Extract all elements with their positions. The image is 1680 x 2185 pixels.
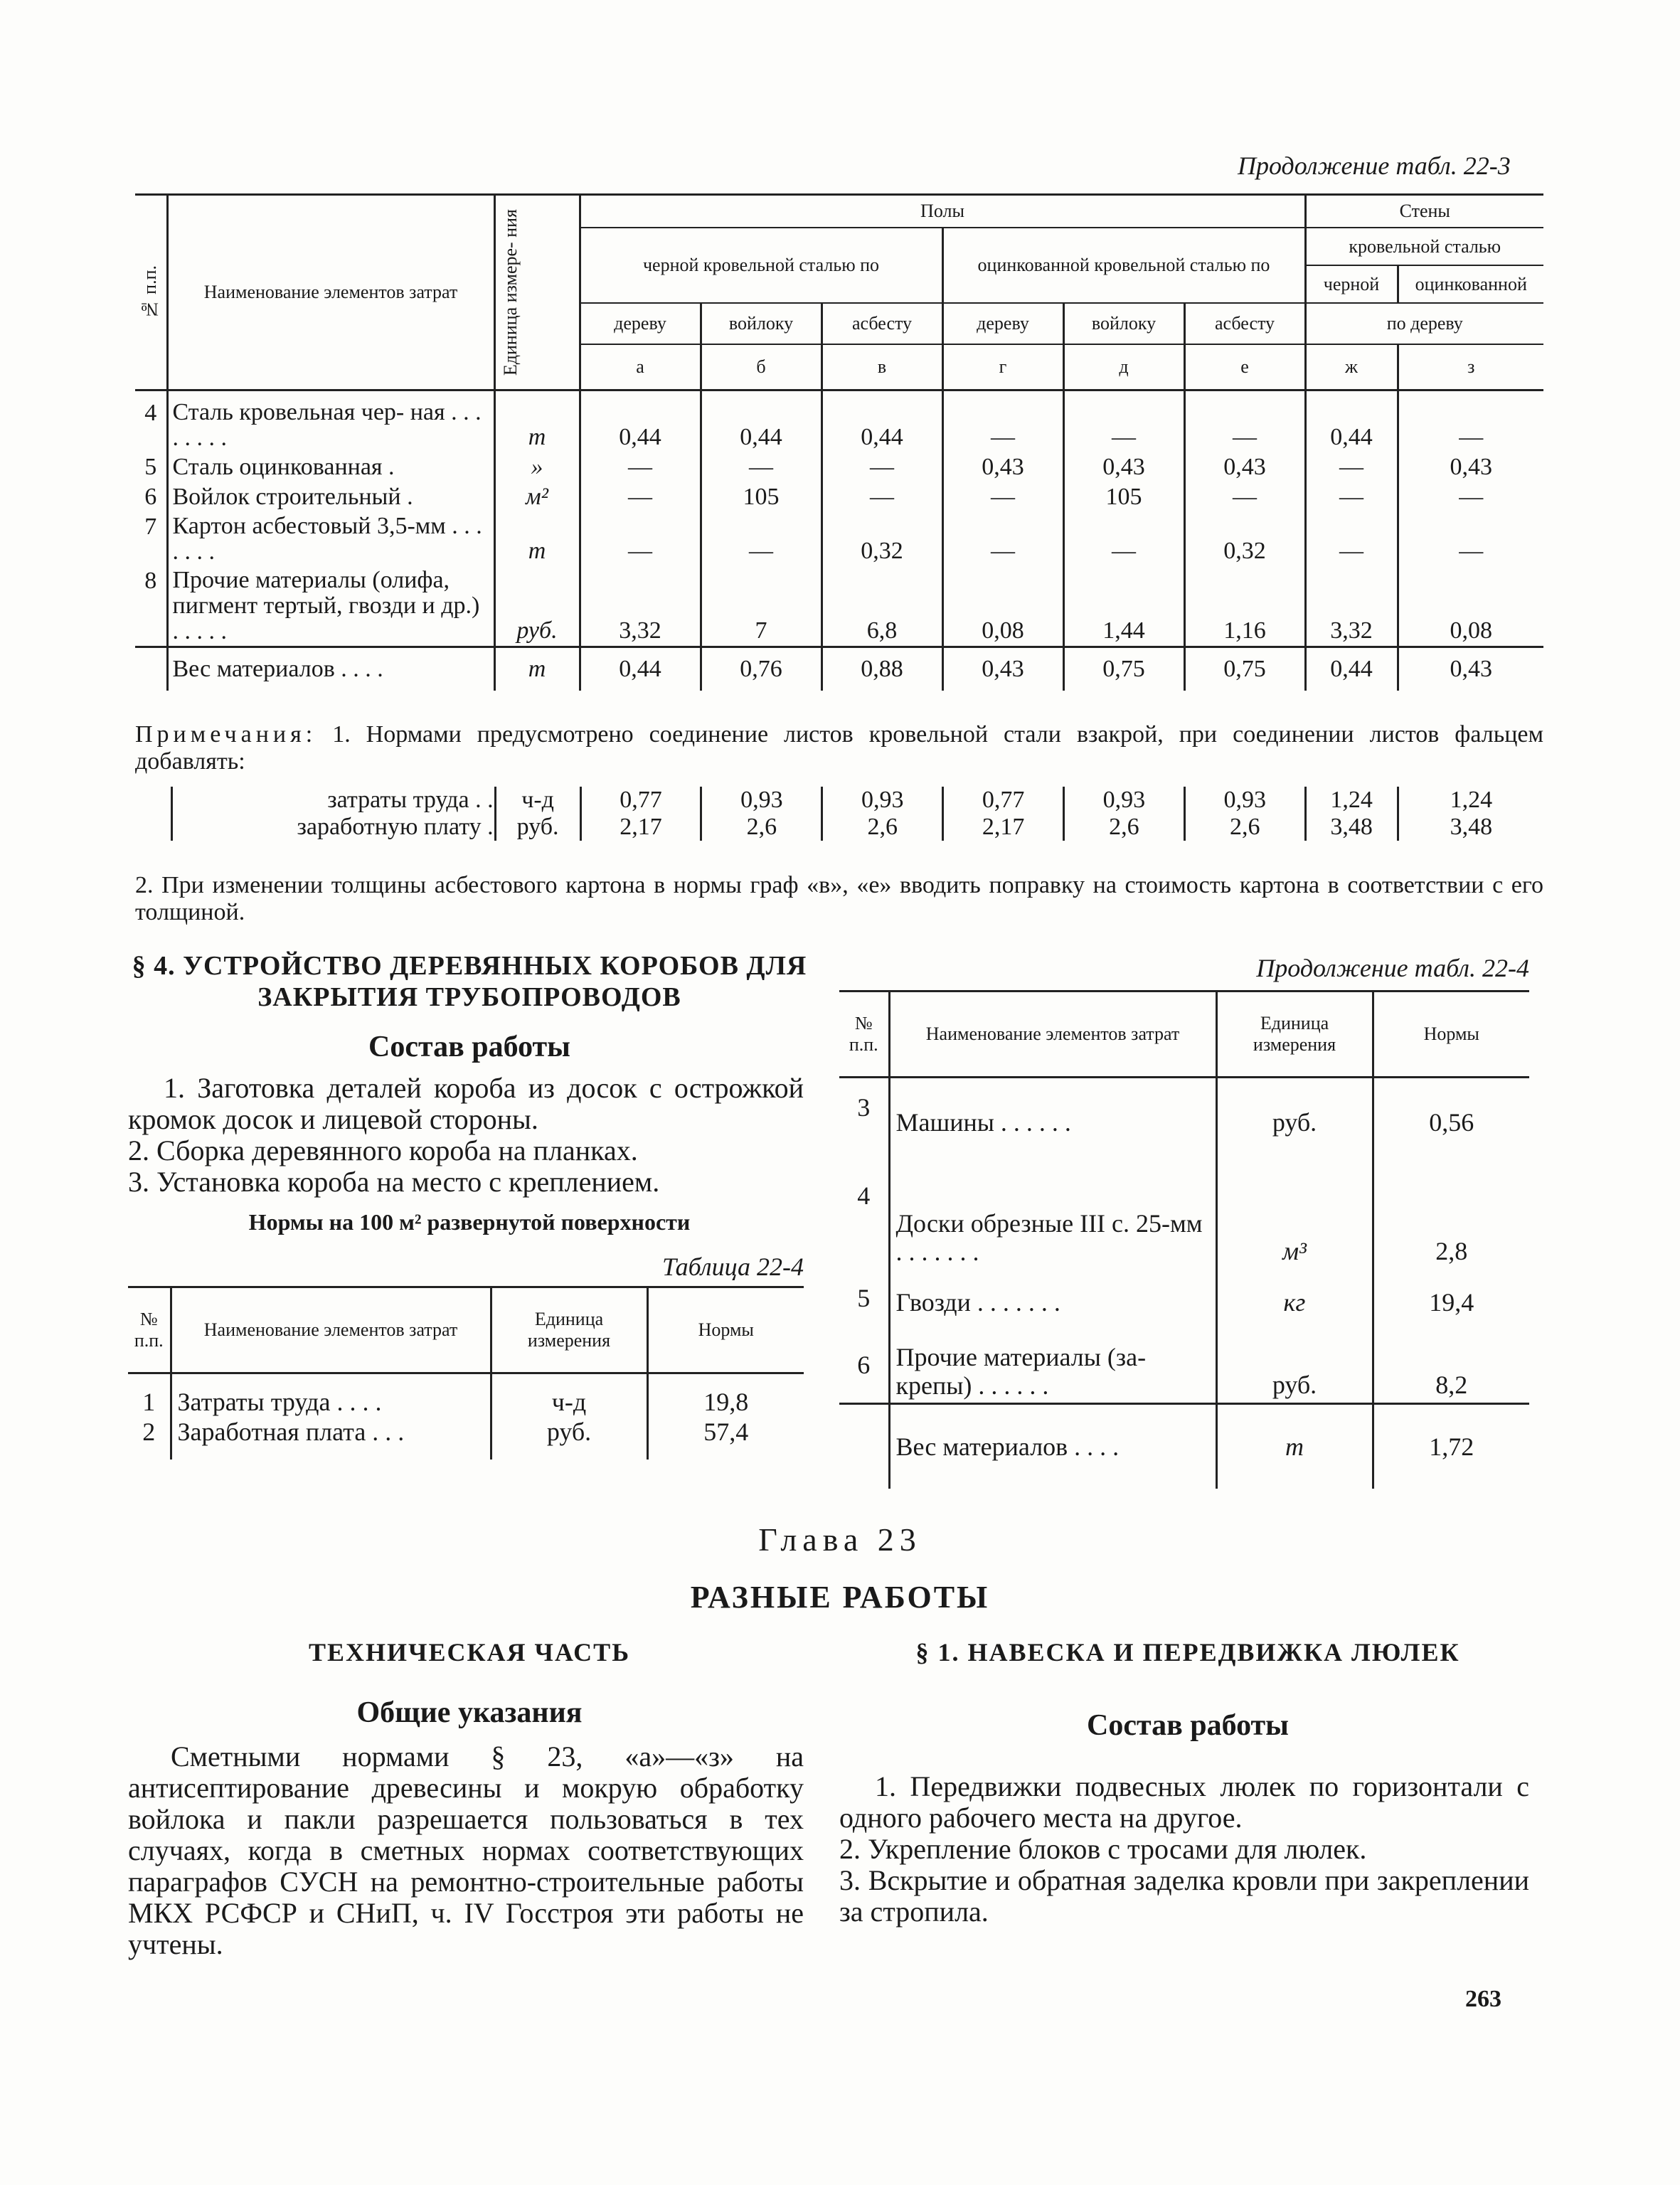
row-value: 0,43 <box>1398 647 1543 691</box>
row-name: Вес материалов . . . . <box>889 1404 1216 1489</box>
table-22-4 <box>128 1286 804 1460</box>
table-row <box>135 390 1543 453</box>
galv-steel-header: оцинкованной кровельной сталью по <box>942 228 1305 303</box>
col-name-header: Наименование элементов затрат <box>889 992 1216 1078</box>
row-value: 1,24 <box>1398 787 1543 814</box>
weight-row <box>839 1404 1529 1489</box>
row-unit: т <box>494 390 580 453</box>
row-number <box>135 647 167 691</box>
letter-header: з <box>1398 344 1543 390</box>
row-norm: 1,72 <box>1373 1404 1529 1489</box>
row-unit: т <box>1216 1404 1373 1489</box>
galvanized-header: оцинкованной <box>1398 265 1543 303</box>
row-unit: руб. <box>494 566 580 647</box>
row-value: — <box>822 482 942 512</box>
row-norm: 57,4 <box>647 1417 804 1460</box>
table-row <box>839 1336 1529 1404</box>
row-value: — <box>1398 512 1543 566</box>
table-row <box>135 512 1543 566</box>
section1-item: 3. Вскрытие и обратная заделка кровли при закреплении за стропила. <box>839 1864 1529 1928</box>
table-22-4-cont <box>839 990 1529 1489</box>
letter-header: д <box>1063 344 1184 390</box>
row-value: 1,16 <box>1184 566 1305 647</box>
row-value: — <box>1305 512 1398 566</box>
row-name: Картон асбестовый 3,5-мм . . . . . . . <box>167 512 494 566</box>
row-value: 3,32 <box>1305 566 1398 647</box>
row-value: 0,93 <box>1184 787 1305 814</box>
row-unit: т <box>494 647 580 691</box>
row-number: 5 <box>857 1284 871 1312</box>
row-number: 7 <box>144 514 157 540</box>
row-value: 105 <box>1063 482 1184 512</box>
by-wood-header: по дереву <box>1305 303 1543 344</box>
row-unit: » <box>494 452 580 482</box>
row-value: 0,88 <box>822 647 942 691</box>
row-value: 2,17 <box>943 814 1064 841</box>
row-value: 2,6 <box>822 814 943 841</box>
row-value: 0,32 <box>1184 512 1305 566</box>
row-value: — <box>942 482 1063 512</box>
letter-header: г <box>942 344 1063 390</box>
col-num-header: № п.п. <box>135 195 167 390</box>
sub-header: асбесту <box>822 303 942 344</box>
row-value: 0,44 <box>701 390 822 453</box>
sub-header: войлоку <box>701 303 822 344</box>
row-value: 0,43 <box>942 452 1063 482</box>
table-row <box>135 452 1543 482</box>
row-value: 0,08 <box>1398 566 1543 647</box>
floors-header: Полы <box>580 195 1305 228</box>
row-number: 1 <box>142 1388 156 1416</box>
chapter-label: Глава 23 <box>758 1521 922 1558</box>
table-row <box>128 1417 804 1460</box>
row-name: Заработная плата . . . <box>171 1417 491 1460</box>
row-value: — <box>1305 482 1398 512</box>
page-number: 263 <box>1465 1986 1501 2012</box>
row-value: 0,93 <box>1064 787 1185 814</box>
row-number: 4 <box>857 1181 871 1210</box>
row-value: 2,17 <box>580 814 701 841</box>
row-value: 3,48 <box>1398 814 1543 841</box>
row-value: 2,6 <box>1184 814 1305 841</box>
col-norms-header: Нормы <box>647 1287 804 1373</box>
section1-item: 2. Укрепление блоков с тросами для люлек. <box>839 1833 1367 1865</box>
row-value: 2,6 <box>1064 814 1185 841</box>
row-value: 6,8 <box>822 566 942 647</box>
row-number <box>839 1404 889 1489</box>
notes-2: 2. При изменении толщины асбестового картона в нормы граф «в», «е» вводить поправку на стоимость картона в соответствии с его толщиной. <box>135 872 1543 925</box>
row-value: — <box>1398 482 1543 512</box>
row-unit: руб. <box>491 1417 647 1460</box>
table-22-4-label: Таблица 22-4 <box>661 1253 804 1281</box>
row-name: Сталь оцинкованная . <box>167 452 494 482</box>
section4-work-title: Состав работы <box>368 1031 570 1063</box>
section1-item: 1. Передвижки подвесных люлек по горизонтали с одного рабочего места на другое. <box>839 1770 1529 1834</box>
row-norm: 19,4 <box>1373 1269 1529 1336</box>
row-value: — <box>1184 390 1305 453</box>
row-value: 0,76 <box>701 647 822 691</box>
row-value: — <box>1184 482 1305 512</box>
sub-header: войлоку <box>1063 303 1184 344</box>
col-name-header: Наименование элементов затрат <box>167 195 494 390</box>
row-unit: м³ <box>1216 1166 1373 1269</box>
row-name: затраты труда . . <box>172 787 496 814</box>
continuation-label-2: Продолжение табл. 22-4 <box>1256 954 1529 982</box>
row-name: заработную плату . <box>172 814 496 841</box>
row-value: — <box>942 390 1063 453</box>
section4-item: 1. Заготовка деталей короба из досок с острожкой кромок досок и лицевой стороны. <box>128 1072 804 1135</box>
section1-title: § 1. НАВЕСКА И ПЕРЕДВИЖКА ЛЮЛЕК <box>915 1638 1460 1666</box>
row-value: — <box>580 482 701 512</box>
row-value: 0,44 <box>822 390 942 453</box>
black-steel-header: черной кровельной сталью по <box>580 228 942 303</box>
row-norm: 8,2 <box>1373 1336 1529 1404</box>
row-value: — <box>1063 390 1184 453</box>
row-value: — <box>1398 390 1543 453</box>
row-value: 1,44 <box>1063 566 1184 647</box>
row-name: Сталь кровельная чер- ная . . . . . . . . <box>167 390 494 453</box>
row-number: 6 <box>857 1351 871 1379</box>
row-value: 0,43 <box>1063 452 1184 482</box>
table-22-3 <box>135 193 1543 691</box>
row-name: Затраты труда . . . . <box>171 1373 491 1418</box>
norms-caption: Нормы на 100 м² развернутой поверхности <box>248 1209 691 1235</box>
col-num-header: № п.п. <box>849 1013 878 1055</box>
col-unit-header: Единица измерения <box>491 1287 647 1373</box>
row-norm: 2,8 <box>1373 1166 1529 1269</box>
row-value: 0,75 <box>1184 647 1305 691</box>
chapter-title: РАЗНЫЕ РАБОТЫ <box>690 1580 990 1615</box>
continuation-label: Продолжение табл. 22-3 <box>1238 151 1511 180</box>
col-norms-header: Нормы <box>1373 992 1529 1078</box>
notes-1: Примечания: 1. Нормами предусмотрено соединение листов кровельной стали взакрой, при соединении листов фальцем добавлять: <box>135 721 1543 775</box>
col-name-header: Наименование элементов затрат <box>171 1287 491 1373</box>
row-value: 0,43 <box>942 647 1063 691</box>
tech-part-title: ТЕХНИЧЕСКАЯ ЧАСТЬ <box>309 1638 630 1666</box>
col-unit-header: Единица измерения <box>1216 992 1373 1078</box>
section1-work-title: Состав работы <box>1087 1709 1289 1742</box>
row-value: — <box>580 452 701 482</box>
section4-items <box>128 1073 804 1198</box>
table-row <box>172 814 1544 841</box>
row-number: 2 <box>142 1418 156 1446</box>
row-number: 5 <box>144 454 157 480</box>
row-value: 0,75 <box>1063 647 1184 691</box>
section1-items <box>839 1771 1529 1928</box>
table-row <box>839 1078 1529 1167</box>
row-value: 0,44 <box>1305 647 1398 691</box>
table-row <box>128 1373 804 1418</box>
row-unit: руб. <box>1216 1078 1373 1167</box>
row-name: Прочие материалы (за- крепы) . . . . . . <box>889 1336 1216 1404</box>
section4-title: § 4. УСТРОЙСТВО ДЕРЕВЯННЫХ КОРОБОВ ДЛЯ ЗАКРЫТИЯ ТРУБОПРОВОДОВ <box>132 951 807 1012</box>
table-row <box>172 787 1544 814</box>
roof-steel-header: кровельной сталью <box>1305 228 1543 265</box>
row-name: Войлок строительный . <box>167 482 494 512</box>
section4-item: 2. Сборка деревянного короба на планках. <box>128 1134 638 1166</box>
row-value: — <box>701 452 822 482</box>
sub-header: дереву <box>942 303 1063 344</box>
letter-header: б <box>701 344 822 390</box>
notes-table <box>171 787 1543 841</box>
row-number: 4 <box>144 400 157 426</box>
row-value: 0,93 <box>701 787 822 814</box>
row-name: Прочие материалы (олифа, пигмент тертый, гвозди и др.) . . . . . <box>167 566 494 647</box>
table-row <box>839 1269 1529 1336</box>
table-row <box>135 482 1543 512</box>
section4-item: 3. Установка короба на место с креплением. <box>128 1166 660 1198</box>
row-unit: ч-д <box>491 1373 647 1418</box>
letter-header: е <box>1184 344 1305 390</box>
letter-header: а <box>580 344 701 390</box>
row-unit: руб. <box>495 814 580 841</box>
table-row <box>839 1166 1529 1269</box>
walls-header: Стены <box>1305 195 1543 228</box>
row-value: 105 <box>701 482 822 512</box>
row-value: 0,44 <box>580 647 701 691</box>
row-name: Вес материалов . . . . <box>167 647 494 691</box>
row-value: 0,93 <box>822 787 943 814</box>
row-number: 3 <box>857 1093 871 1122</box>
row-value: — <box>580 512 701 566</box>
row-unit: ч-д <box>495 787 580 814</box>
row-value: — <box>822 452 942 482</box>
row-value: 0,44 <box>580 390 701 453</box>
row-norm: 0,56 <box>1373 1078 1529 1167</box>
row-value: — <box>1063 512 1184 566</box>
row-value: 0,32 <box>822 512 942 566</box>
row-norm: 19,8 <box>647 1373 804 1418</box>
row-value: 7 <box>701 566 822 647</box>
row-value: — <box>701 512 822 566</box>
row-value: 0,43 <box>1398 452 1543 482</box>
row-value: 0,77 <box>580 787 701 814</box>
row-value: — <box>1305 452 1398 482</box>
letter-header: в <box>822 344 942 390</box>
row-unit: руб. <box>1216 1336 1373 1404</box>
row-name: Доски обрезные III с. 25-мм . . . . . . . <box>889 1166 1216 1269</box>
general-title: Общие указания <box>356 1696 583 1729</box>
row-value: 1,24 <box>1305 787 1398 814</box>
letter-header: ж <box>1305 344 1398 390</box>
row-value: 0,77 <box>943 787 1064 814</box>
row-value: 2,6 <box>701 814 822 841</box>
row-number: 8 <box>144 568 157 594</box>
row-value: 0,44 <box>1305 390 1398 453</box>
row-number: 6 <box>144 484 157 510</box>
col-unit-header: Единица измере- ния <box>494 195 580 390</box>
row-unit: м² <box>494 482 580 512</box>
row-name: Гвозди . . . . . . . <box>889 1269 1216 1336</box>
sub-header: асбесту <box>1184 303 1305 344</box>
weight-row <box>135 647 1543 691</box>
black-header: черной <box>1305 265 1398 303</box>
general-text: Сметными нормами § 23, «а»—«з» на антисептирование древесины и мокрую обработку войлока и пакли разрешается пользоваться в тех случаях, когда в сметных нормах соответствующих параграфов СУСН на ремонтно-строительные работы МКХ РСФСР и СНиП, ч. IV Госстроя эти работы не учтены. <box>128 1740 804 1960</box>
row-unit: т <box>494 512 580 566</box>
row-value: — <box>942 512 1063 566</box>
row-value: 0,08 <box>942 566 1063 647</box>
col-num-header: № п.п. <box>134 1309 164 1351</box>
row-unit: кг <box>1216 1269 1373 1336</box>
row-value: 3,32 <box>580 566 701 647</box>
row-name: Машины . . . . . . <box>889 1078 1216 1167</box>
row-value: 0,43 <box>1184 452 1305 482</box>
table-row <box>135 566 1543 647</box>
sub-header: дереву <box>580 303 701 344</box>
row-value: 3,48 <box>1305 814 1398 841</box>
